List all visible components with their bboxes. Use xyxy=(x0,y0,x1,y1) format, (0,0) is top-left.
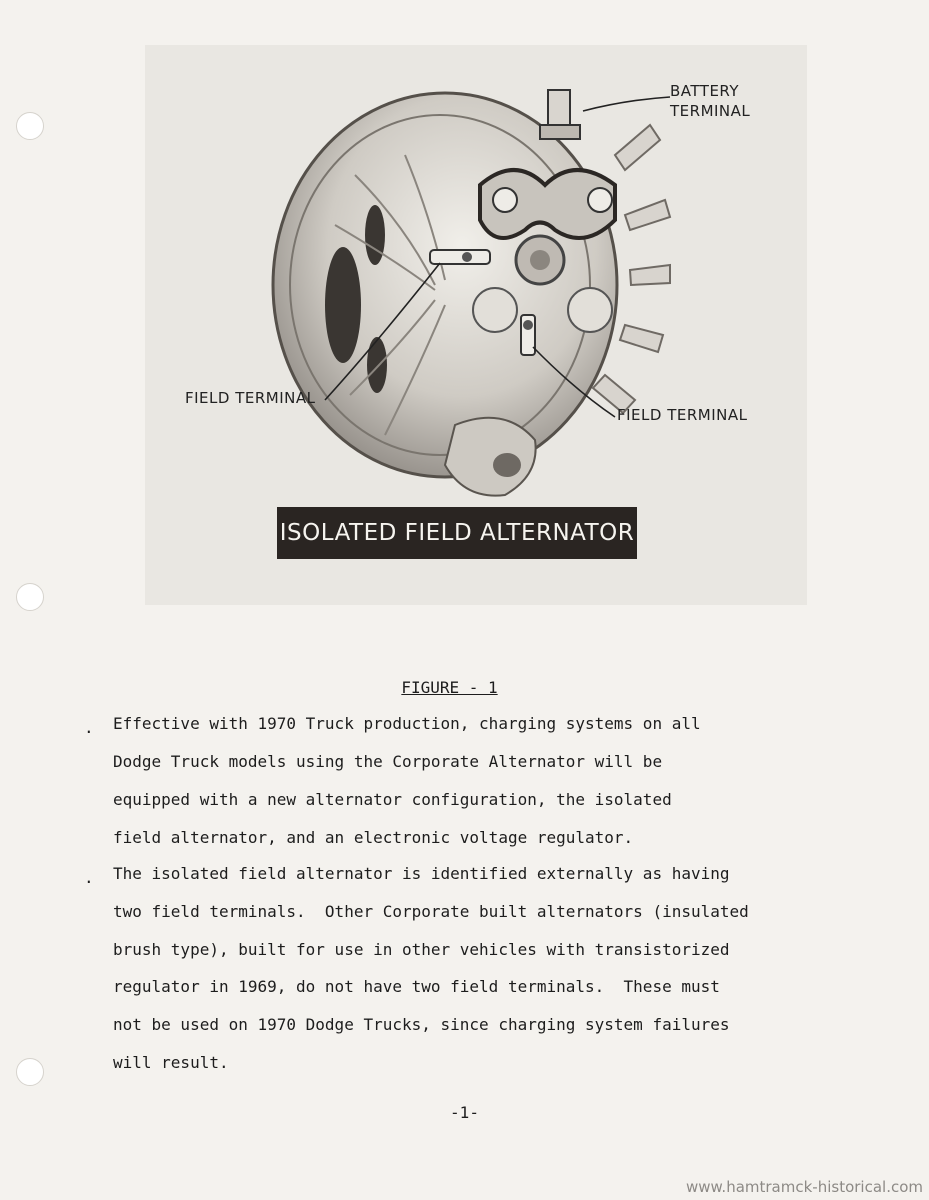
paragraph-2-line-4: regulator in 1969, do not have two field terminals. These must xyxy=(113,977,720,996)
binder-hole-middle xyxy=(16,583,44,611)
paragraph-2-line-3: brush type), built for use in other vehicles with transistorized xyxy=(113,940,730,959)
paragraph-1-line-4: field alternator, and an electronic voltage regulator. xyxy=(113,828,634,847)
paragraph-2-line-5: not be used on 1970 Dodge Trucks, since charging system failures xyxy=(113,1015,730,1034)
paragraph-1-line-3: equipped with a new alternator configuration, the isolated xyxy=(113,790,672,809)
figure-banner: ISOLATED FIELD ALTERNATOR xyxy=(277,507,637,559)
field-terminal-label-left: FIELD TERMINAL xyxy=(185,389,316,407)
watermark-url: www.hamtramck-historical.com xyxy=(686,1178,923,1196)
paragraph-1-line-1: Effective with 1970 Truck production, charging systems on all xyxy=(113,714,701,733)
field-terminal-label-right: FIELD TERMINAL xyxy=(617,406,748,424)
battery-terminal-label-line2: TERMINAL xyxy=(670,102,751,120)
binder-hole-top xyxy=(16,112,44,140)
figure-caption xyxy=(0,678,929,697)
page-number: -1- xyxy=(450,1103,479,1122)
bullet-1: . xyxy=(84,718,94,737)
paragraph-2-line-6: will result. xyxy=(113,1053,229,1072)
battery-terminal-label-line1: BATTERY xyxy=(670,82,740,100)
paragraph-2-line-2: two field terminals. Other Corporate built alternators (insulated xyxy=(113,902,749,921)
binder-hole-bottom xyxy=(16,1058,44,1086)
paragraph-2-line-1: The isolated field alternator is identified externally as having xyxy=(113,864,730,883)
bullet-2: . xyxy=(84,868,94,887)
battery-terminal-label xyxy=(670,81,750,121)
paragraph-1-line-2: Dodge Truck models using the Corporate Alternator will be xyxy=(113,752,663,771)
alternator-figure xyxy=(145,45,807,605)
figure-caption-text: FIGURE - 1 xyxy=(401,678,498,697)
